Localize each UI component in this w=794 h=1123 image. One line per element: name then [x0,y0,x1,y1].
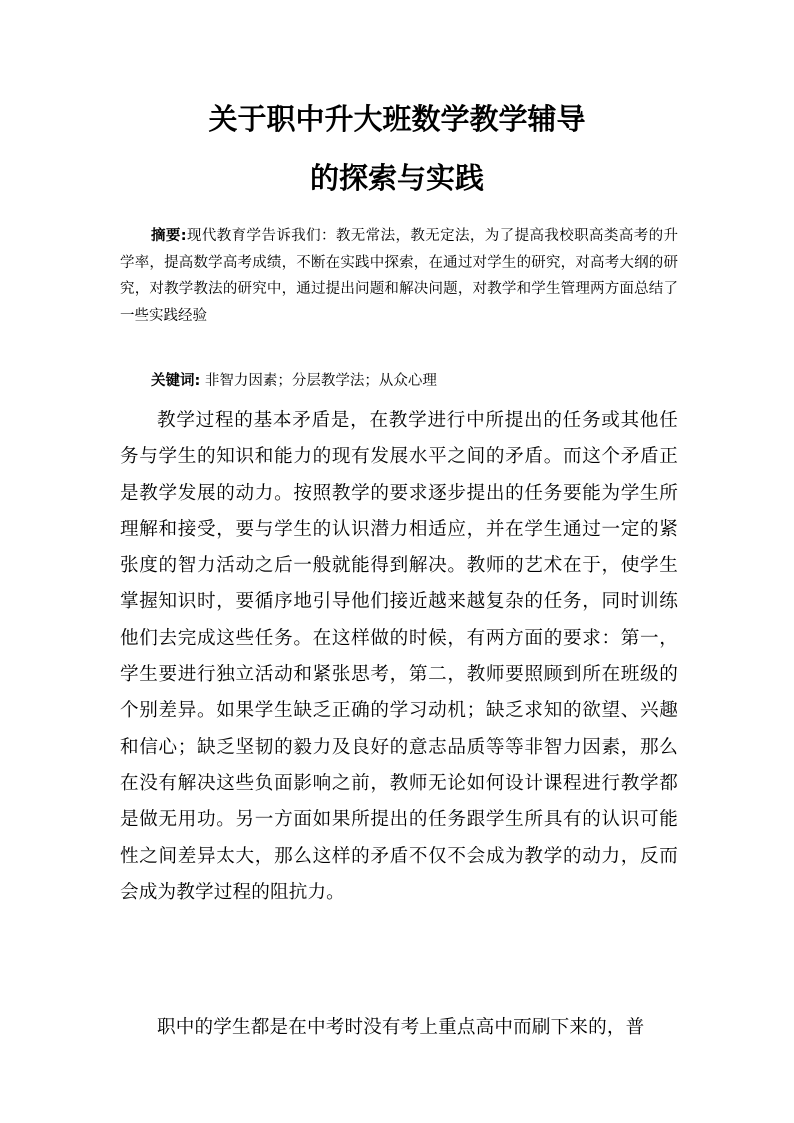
body-paragraph-1: 教学过程的基本矛盾是，在教学进行中所提出的任务或其他任务与学生的知识和能力的现有发展水平之间的矛盾。而这个矛盾正是教学发展的动力。按照教学的要求逐步提出的任务要能为学生所理解和接受，要与学生的认识潜力相适应，并在学生通过一定的紧张度的智力活动之后一般就能得到解决。教师的艺术在于，使学生掌握知识时，要循序地引导他们接近越来越复杂的任务，同时训练他们去完成这些任务。在这样做的时候，有两方面的要求：第一，学生要进行独立活动和紧张思考，第二，教师要照顾到所在班级的个别差异。如果学生缺乏正确的学习动机；缺乏求知的欲望、兴趣和信心；缺乏坚韧的毅力及良好的意志品质等等非智力因素，那么在没有解决这些负面影响之前，教师无论如何设计课程进行教学都是做无用功。另一方面如果所提出的任务跟学生所具有的认识可能性之间差异太大，那么这样的矛盾不仅不会成为教学的动力，反而会成为教学过程的阻抗力。 [120,410,678,903]
keywords [151,368,678,394]
document-title-line-1: 关于职中升大班数学教学辅导 [208,102,586,136]
body-paragraph-2: 职中的学生都是在中考时没有考上重点高中而刷下来的，普 [157,1017,645,1038]
abstract-label: 摘要: [151,228,187,244]
document-title-line-2: 的探索与实践 [309,161,484,195]
keywords-text: 非智力因素；分层教学法；从众心理 [200,373,437,389]
abstract-text: 现代教育学告诉我们：教无常法，教无定法，为了提高我校职高类高考的升学率，提高数学高考成绩，不断在实践中探索，在通过对学生的研究，对高考大纲的研究，对教学教法的研究中，通过提出问题和解决问题，对教学和学生管理两方面总结了一些实践经验 [120,228,678,324]
abstract [120,223,678,329]
keywords-label: 关键词: [151,373,201,389]
